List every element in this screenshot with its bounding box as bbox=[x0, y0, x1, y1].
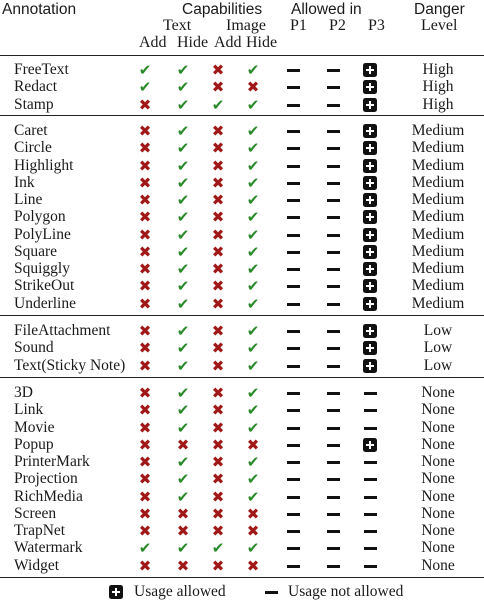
dash-icon bbox=[364, 530, 377, 533]
cross-icon: ✖ bbox=[246, 78, 260, 97]
dash-icon bbox=[364, 496, 377, 499]
dash-icon bbox=[327, 251, 340, 254]
cross-icon: ✖ bbox=[246, 556, 260, 575]
check-icon: ✔ bbox=[176, 322, 190, 340]
header-allowed-in: Allowed in bbox=[291, 1, 362, 18]
plus-square-icon bbox=[363, 324, 377, 338]
cross-icon: ✖ bbox=[211, 435, 225, 454]
dash-icon bbox=[287, 303, 300, 306]
annotation-name: Circle bbox=[14, 139, 52, 157]
annotation-name: Line bbox=[14, 191, 43, 208]
cross-icon: ✖ bbox=[176, 556, 190, 575]
check-icon: ✔ bbox=[176, 242, 190, 261]
danger-level: Medium bbox=[411, 156, 465, 174]
annotation-name: 3D bbox=[14, 384, 33, 401]
dash-icon bbox=[327, 444, 340, 447]
plus-square-icon bbox=[363, 341, 377, 355]
cross-icon: ✖ bbox=[176, 435, 190, 454]
cross-icon: ✖ bbox=[211, 191, 225, 209]
dash-icon bbox=[287, 199, 300, 202]
check-icon: ✔ bbox=[176, 539, 190, 558]
danger-level: Medium bbox=[411, 225, 465, 243]
dash-icon bbox=[327, 392, 340, 395]
cross-icon: ✖ bbox=[211, 522, 225, 540]
dash-icon bbox=[287, 530, 300, 533]
cross-icon: ✖ bbox=[138, 435, 152, 454]
check-icon: ✔ bbox=[176, 225, 190, 244]
dash-icon bbox=[287, 251, 300, 254]
cross-icon: ✖ bbox=[246, 435, 260, 454]
danger-level: None bbox=[421, 401, 455, 419]
danger-level: High bbox=[422, 61, 454, 78]
dash-icon bbox=[327, 69, 340, 72]
group-separator bbox=[0, 315, 484, 316]
cross-icon: ✖ bbox=[211, 470, 225, 489]
cross-icon: ✖ bbox=[211, 156, 225, 175]
check-icon: ✔ bbox=[246, 208, 260, 227]
annotation-name: Link bbox=[14, 401, 44, 419]
danger-level: Medium bbox=[411, 122, 465, 139]
header-annotation: Annotation bbox=[2, 1, 77, 18]
cross-icon: ✖ bbox=[211, 504, 225, 523]
header-text-hide: Hide bbox=[177, 34, 209, 51]
danger-level: Medium bbox=[411, 260, 465, 277]
danger-level: None bbox=[421, 453, 455, 470]
plus-square-icon bbox=[363, 359, 377, 373]
header-image: Image bbox=[226, 17, 266, 34]
dash-icon bbox=[287, 268, 300, 271]
check-icon: ✔ bbox=[176, 122, 190, 140]
annotation-name: Movie bbox=[14, 418, 55, 436]
check-icon: ✔ bbox=[246, 242, 260, 261]
dash-icon bbox=[287, 86, 300, 89]
cross-icon: ✖ bbox=[138, 294, 152, 313]
danger-level: Medium bbox=[411, 294, 465, 312]
plus-square-icon bbox=[363, 193, 377, 207]
dash-icon bbox=[287, 409, 300, 412]
check-icon: ✔ bbox=[176, 260, 190, 278]
plus-square-icon bbox=[363, 80, 377, 94]
danger-level: Low bbox=[423, 339, 453, 357]
dash-icon bbox=[327, 461, 340, 464]
cross-icon: ✖ bbox=[138, 260, 152, 278]
dash-icon bbox=[327, 496, 340, 499]
dash-icon bbox=[364, 565, 377, 568]
danger-level: Medium bbox=[411, 173, 465, 191]
plus-square-icon bbox=[363, 228, 377, 242]
check-icon: ✔ bbox=[176, 156, 190, 175]
cross-icon: ✖ bbox=[138, 191, 152, 209]
dash-icon bbox=[287, 392, 300, 395]
header-text-add: Add bbox=[139, 34, 167, 51]
cross-icon: ✖ bbox=[211, 294, 225, 313]
plus-square-icon bbox=[363, 438, 377, 452]
cross-icon: ✖ bbox=[138, 384, 152, 402]
header-danger: Danger bbox=[414, 1, 465, 18]
danger-level: High bbox=[422, 78, 454, 96]
danger-level: None bbox=[421, 384, 455, 401]
dash-icon bbox=[364, 478, 377, 481]
group-separator bbox=[0, 377, 484, 378]
cross-icon: ✖ bbox=[138, 522, 152, 540]
danger-level: Low bbox=[423, 356, 453, 374]
check-icon: ✔ bbox=[246, 294, 260, 313]
dash-icon bbox=[287, 547, 300, 550]
danger-level: None bbox=[421, 504, 455, 522]
check-icon: ✔ bbox=[176, 339, 190, 358]
cross-icon: ✖ bbox=[138, 173, 152, 192]
check-icon: ✔ bbox=[246, 95, 260, 114]
annotation-name: PolyLine bbox=[14, 225, 71, 243]
dash-icon bbox=[327, 285, 340, 288]
dash-icon bbox=[364, 461, 377, 464]
header-image-add: Add bbox=[214, 34, 242, 51]
annotation-name: FileAttachment bbox=[14, 322, 111, 339]
cross-icon: ✖ bbox=[176, 522, 190, 540]
dash-icon bbox=[327, 147, 340, 150]
annotation-name: FreeText bbox=[14, 61, 69, 78]
cross-icon: ✖ bbox=[138, 122, 152, 140]
check-icon: ✔ bbox=[138, 61, 152, 79]
annotation-name: Caret bbox=[14, 122, 48, 139]
check-icon: ✔ bbox=[246, 173, 260, 192]
cross-icon: ✖ bbox=[211, 260, 225, 278]
check-icon: ✔ bbox=[176, 487, 190, 506]
cross-icon: ✖ bbox=[138, 487, 152, 506]
cross-icon: ✖ bbox=[138, 339, 152, 358]
check-icon: ✔ bbox=[246, 61, 260, 79]
plus-square-icon bbox=[363, 245, 377, 259]
annotation-name: Highlight bbox=[14, 156, 74, 174]
check-icon: ✔ bbox=[211, 95, 225, 114]
dash-icon bbox=[327, 547, 340, 550]
header-p3: P3 bbox=[368, 17, 385, 34]
check-icon: ✔ bbox=[246, 339, 260, 358]
danger-level: None bbox=[421, 522, 455, 539]
cross-icon: ✖ bbox=[211, 401, 225, 420]
annotation-name: Ink bbox=[14, 173, 35, 191]
check-icon: ✔ bbox=[246, 277, 260, 296]
check-icon: ✔ bbox=[176, 294, 190, 313]
dash-icon bbox=[287, 365, 300, 368]
dash-icon bbox=[327, 303, 340, 306]
cross-icon: ✖ bbox=[211, 556, 225, 575]
cross-icon: ✖ bbox=[138, 95, 152, 114]
check-icon: ✔ bbox=[246, 191, 260, 209]
check-icon: ✔ bbox=[176, 191, 190, 209]
cross-icon: ✖ bbox=[211, 356, 225, 375]
header-image-hide: Hide bbox=[246, 34, 278, 51]
dash-icon bbox=[327, 513, 340, 516]
cross-icon: ✖ bbox=[211, 173, 225, 192]
dash-icon bbox=[327, 216, 340, 219]
dash-icon bbox=[287, 496, 300, 499]
dash-icon bbox=[327, 478, 340, 481]
check-icon: ✔ bbox=[176, 61, 190, 79]
check-icon: ✔ bbox=[246, 453, 260, 471]
check-icon: ✔ bbox=[246, 139, 260, 158]
dash-icon bbox=[327, 365, 340, 368]
dash-icon bbox=[364, 547, 377, 550]
check-icon: ✔ bbox=[176, 356, 190, 375]
check-icon: ✔ bbox=[246, 356, 260, 375]
cross-icon: ✖ bbox=[138, 401, 152, 420]
cross-icon: ✖ bbox=[138, 242, 152, 261]
dash-icon bbox=[287, 513, 300, 516]
cross-icon: ✖ bbox=[211, 418, 225, 437]
cross-icon: ✖ bbox=[138, 418, 152, 437]
annotation-name: Square bbox=[14, 242, 58, 260]
cross-icon: ✖ bbox=[211, 61, 225, 79]
check-icon: ✔ bbox=[246, 401, 260, 420]
cross-icon: ✖ bbox=[138, 225, 152, 244]
annotation-name: Popup bbox=[14, 435, 54, 453]
check-icon: ✔ bbox=[246, 225, 260, 244]
check-icon: ✔ bbox=[246, 418, 260, 437]
cross-icon: ✖ bbox=[211, 277, 225, 296]
annotation-name: Polygon bbox=[14, 208, 66, 226]
annotation-name: Screen bbox=[14, 504, 57, 522]
dash-icon bbox=[287, 478, 300, 481]
dash-icon bbox=[327, 104, 340, 107]
annotation-name: Text(Sticky Note) bbox=[14, 356, 126, 374]
dash-icon bbox=[287, 347, 300, 350]
cross-icon: ✖ bbox=[138, 208, 152, 227]
dash-icon bbox=[287, 130, 300, 133]
check-icon: ✔ bbox=[138, 78, 152, 97]
plus-square-icon bbox=[109, 585, 123, 599]
dash-icon bbox=[287, 216, 300, 219]
check-icon: ✔ bbox=[176, 418, 190, 437]
header-p1: P1 bbox=[290, 17, 307, 34]
annotation-name: Redact bbox=[14, 78, 58, 96]
legend-not-allowed-label: Usage not allowed bbox=[288, 583, 404, 600]
check-icon: ✔ bbox=[246, 122, 260, 140]
plus-square-icon bbox=[363, 262, 377, 276]
dash-icon bbox=[327, 565, 340, 568]
annotation-name: Stamp bbox=[14, 95, 54, 113]
dash-icon bbox=[327, 347, 340, 350]
dash-icon bbox=[327, 234, 340, 237]
check-icon: ✔ bbox=[246, 539, 260, 558]
annotation-name: PrinterMark bbox=[14, 453, 90, 470]
check-icon: ✔ bbox=[211, 539, 225, 558]
cross-icon: ✖ bbox=[138, 356, 152, 375]
cross-icon: ✖ bbox=[211, 242, 225, 261]
danger-level: None bbox=[421, 539, 455, 557]
dash-icon bbox=[287, 234, 300, 237]
dash-icon bbox=[327, 199, 340, 202]
check-icon: ✔ bbox=[246, 260, 260, 278]
dash-icon bbox=[287, 427, 300, 430]
cross-icon: ✖ bbox=[211, 78, 225, 97]
cross-icon: ✖ bbox=[211, 487, 225, 506]
group-separator bbox=[0, 115, 484, 116]
annotation-name: Watermark bbox=[14, 539, 83, 557]
plus-square-icon bbox=[363, 176, 377, 190]
cross-icon: ✖ bbox=[138, 322, 152, 340]
cross-icon: ✖ bbox=[211, 339, 225, 358]
plus-square-icon bbox=[363, 98, 377, 112]
cross-icon: ✖ bbox=[211, 208, 225, 227]
header-p2: P2 bbox=[329, 17, 346, 34]
cross-icon: ✖ bbox=[138, 556, 152, 575]
dash-icon bbox=[327, 409, 340, 412]
check-icon: ✔ bbox=[246, 156, 260, 175]
cross-icon: ✖ bbox=[138, 139, 152, 158]
header-capabilities: Capabilities bbox=[182, 1, 263, 18]
check-icon: ✔ bbox=[176, 95, 190, 114]
dash-icon bbox=[287, 461, 300, 464]
plus-square-icon bbox=[363, 159, 377, 173]
danger-level: Low bbox=[423, 322, 453, 339]
check-icon: ✔ bbox=[246, 322, 260, 340]
annotation-name: Sound bbox=[14, 339, 54, 357]
dash-icon bbox=[327, 86, 340, 89]
dash-icon bbox=[287, 285, 300, 288]
plus-square-icon bbox=[363, 63, 377, 77]
cross-icon: ✖ bbox=[138, 453, 152, 471]
header-rule bbox=[0, 55, 484, 56]
annotation-name: Widget bbox=[14, 556, 60, 574]
dash-icon bbox=[364, 409, 377, 412]
cross-icon: ✖ bbox=[246, 522, 260, 540]
cross-icon: ✖ bbox=[138, 156, 152, 175]
danger-level: None bbox=[421, 435, 455, 453]
annotation-name: Underline bbox=[14, 294, 76, 312]
dash-icon bbox=[327, 427, 340, 430]
danger-level: None bbox=[421, 470, 455, 488]
cross-icon: ✖ bbox=[176, 504, 190, 523]
check-icon: ✔ bbox=[246, 470, 260, 489]
check-icon: ✔ bbox=[176, 139, 190, 158]
dash-icon bbox=[287, 182, 300, 185]
dash-icon bbox=[287, 69, 300, 72]
dash-icon bbox=[327, 130, 340, 133]
danger-level: Medium bbox=[411, 139, 465, 157]
plus-square-icon bbox=[363, 297, 377, 311]
plus-square-icon bbox=[363, 210, 377, 224]
dash-icon bbox=[364, 513, 377, 516]
danger-level: Medium bbox=[411, 277, 465, 295]
dash-icon bbox=[327, 330, 340, 333]
danger-level: None bbox=[421, 556, 455, 574]
dash-icon bbox=[287, 147, 300, 150]
plus-square-icon bbox=[363, 141, 377, 155]
annotation-name: Squiggly bbox=[14, 260, 70, 277]
dash-icon bbox=[265, 591, 278, 594]
dash-icon bbox=[327, 530, 340, 533]
check-icon: ✔ bbox=[176, 384, 190, 402]
dash-icon bbox=[364, 427, 377, 430]
check-icon: ✔ bbox=[176, 453, 190, 471]
check-icon: ✔ bbox=[176, 401, 190, 420]
annotation-name: RichMedia bbox=[14, 487, 83, 505]
cross-icon: ✖ bbox=[211, 453, 225, 471]
cross-icon: ✖ bbox=[138, 504, 152, 523]
plus-square-icon bbox=[363, 124, 377, 138]
annotation-name: Projection bbox=[14, 470, 78, 488]
dash-icon bbox=[287, 565, 300, 568]
check-icon: ✔ bbox=[246, 384, 260, 402]
cross-icon: ✖ bbox=[138, 277, 152, 296]
cross-icon: ✖ bbox=[211, 139, 225, 158]
cross-icon: ✖ bbox=[211, 225, 225, 244]
cross-icon: ✖ bbox=[211, 384, 225, 402]
check-icon: ✔ bbox=[176, 78, 190, 97]
check-icon: ✔ bbox=[246, 487, 260, 506]
check-icon: ✔ bbox=[176, 208, 190, 227]
table-bottom-rule bbox=[0, 577, 484, 578]
cross-icon: ✖ bbox=[211, 322, 225, 340]
header-text: Text bbox=[163, 17, 192, 34]
dash-icon bbox=[287, 330, 300, 333]
cross-icon: ✖ bbox=[211, 122, 225, 140]
dash-icon bbox=[364, 392, 377, 395]
annotation-name: TrapNet bbox=[14, 522, 66, 539]
check-icon: ✔ bbox=[138, 539, 152, 558]
dash-icon bbox=[287, 444, 300, 447]
check-icon: ✔ bbox=[176, 470, 190, 489]
check-icon: ✔ bbox=[176, 277, 190, 296]
dash-icon bbox=[287, 104, 300, 107]
annotation-name: StrikeOut bbox=[14, 277, 75, 295]
header-level: Level bbox=[421, 17, 458, 34]
danger-level: None bbox=[421, 418, 455, 436]
cross-icon: ✖ bbox=[138, 470, 152, 489]
danger-level: High bbox=[422, 95, 454, 113]
dash-icon bbox=[327, 165, 340, 168]
dash-icon bbox=[327, 182, 340, 185]
danger-level: Medium bbox=[411, 191, 465, 208]
check-icon: ✔ bbox=[176, 173, 190, 192]
plus-square-icon bbox=[363, 279, 377, 293]
danger-level: Medium bbox=[411, 242, 465, 260]
cross-icon: ✖ bbox=[246, 504, 260, 523]
danger-level: None bbox=[421, 487, 455, 505]
dash-icon bbox=[287, 165, 300, 168]
legend-allowed-label: Usage allowed bbox=[134, 583, 226, 600]
danger-level: Medium bbox=[411, 208, 465, 226]
dash-icon bbox=[327, 268, 340, 271]
